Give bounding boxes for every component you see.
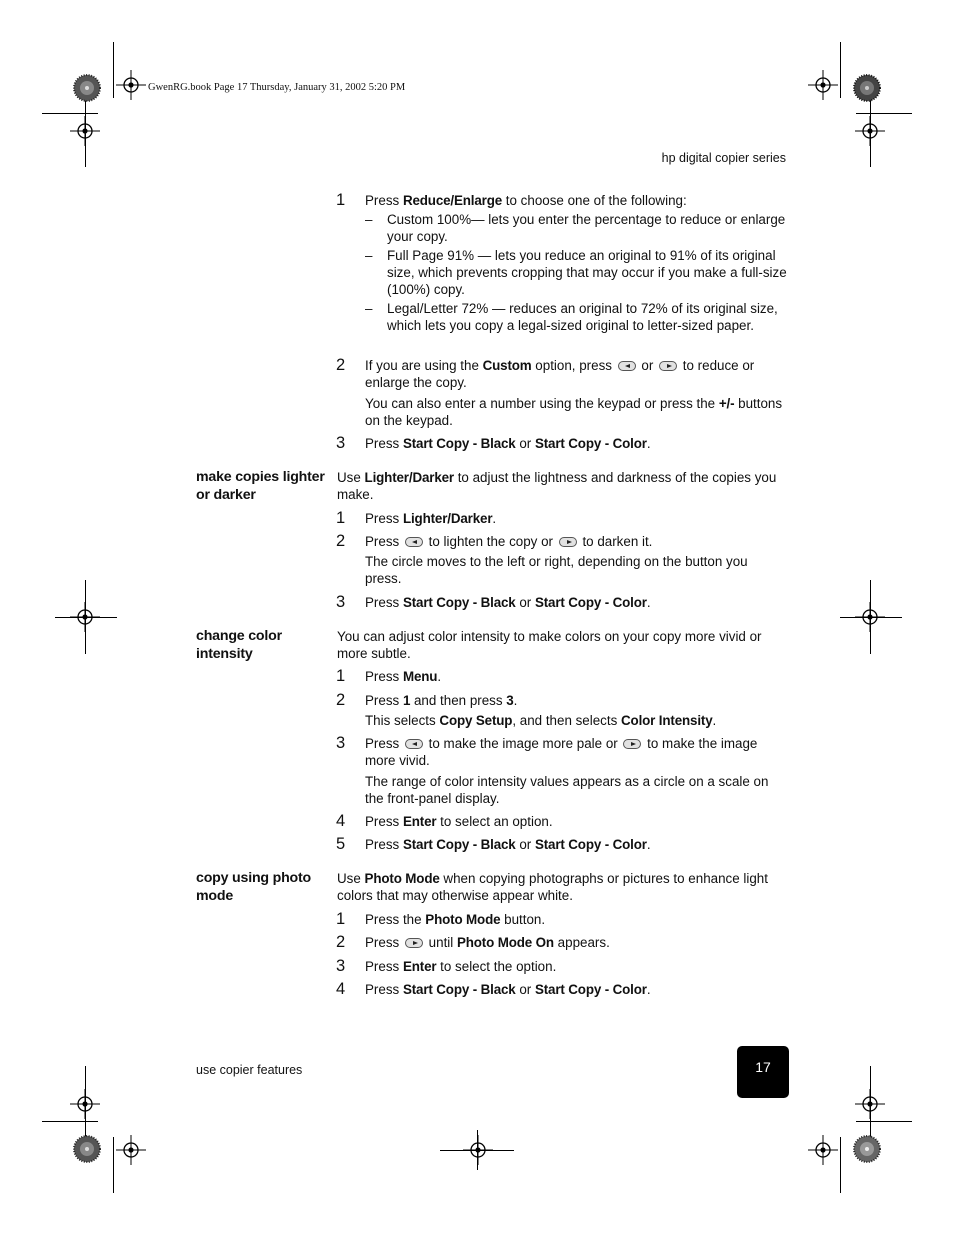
step-number: 1: [336, 667, 346, 685]
right-arrow-button-icon: [405, 938, 423, 948]
print-slug: GwenRG.book Page 17 Thursday, January 31, 2002 5:20 PM: [148, 82, 406, 93]
step-number: 4: [336, 980, 346, 998]
step-text: Press Start Copy - Black or Start Copy - Color.: [365, 982, 651, 997]
step-note: This selects Copy Setup, and then selects Color Intensity.: [365, 713, 717, 728]
right-arrow-button-icon: [659, 361, 677, 371]
option-text: Custom 100%— lets you enter the percentage to reduce or enlarge your copy.: [387, 212, 786, 245]
step-text: Press Reduce/Enlarge to choose one of the following:: [365, 193, 687, 208]
section-heading: copy using photo mode: [196, 870, 312, 904]
step-text: Press to lighten the copy or to darken it.: [365, 534, 653, 549]
section-intro: You can adjust color intensity to make colors on your copy more vivid or more subtle.: [337, 629, 762, 662]
right-arrow-button-icon: [559, 537, 577, 547]
registration-mark-icon: [116, 1135, 146, 1165]
starburst-mark-icon: [853, 1135, 881, 1168]
step-number: 2: [336, 532, 346, 550]
step-text: If you are using the Custom option, press or to reduce or enlarge the copy.: [365, 358, 755, 391]
bullet-dash: –: [365, 212, 373, 227]
step-text: Press Start Copy - Black or Start Copy - Color.: [365, 436, 651, 451]
step-number: 2: [336, 356, 346, 374]
step-note: You can also enter a number using the keypad or press the +/- buttons on the keypad.: [365, 396, 783, 429]
right-arrow-button-icon: [623, 739, 641, 749]
left-arrow-button-icon: [405, 739, 423, 749]
step-number: 3: [336, 593, 346, 611]
step-text: Press Enter to select the option.: [365, 959, 557, 974]
section-heading: make copies lighter or darker: [196, 469, 325, 503]
step-text: Press Menu.: [365, 669, 442, 684]
step-note: The circle moves to the left or right, depending on the button you press.: [365, 554, 748, 587]
starburst-mark-icon: [73, 74, 101, 107]
section-intro: Use Lighter/Darker to adjust the lightness and darkness of the copies you make.: [337, 470, 777, 503]
step-text: Press 1 and then press 3.: [365, 693, 518, 708]
step-text: Press Start Copy - Black or Start Copy - Color.: [365, 595, 651, 610]
option-text: Legal/Letter 72% — reduces an original to 72% of its original size, which lets you copy a legal-sized original to letter-sized paper.: [387, 301, 778, 334]
running-header: hp digital copier series: [661, 151, 786, 165]
bullet-dash: –: [365, 248, 373, 263]
step-number: 1: [336, 191, 346, 209]
step-number: 5: [336, 835, 346, 853]
registration-mark-icon: [808, 1135, 838, 1165]
left-arrow-button-icon: [405, 537, 423, 547]
section-heading: change color intensity: [196, 628, 282, 662]
starburst-mark-icon: [853, 74, 881, 107]
step-text: Press until Photo Mode On appears.: [365, 935, 610, 950]
registration-mark-icon: [808, 70, 838, 100]
left-arrow-button-icon: [618, 361, 636, 371]
step-number: 2: [336, 933, 346, 951]
step-number: 1: [336, 910, 346, 928]
bullet-dash: –: [365, 301, 373, 316]
option-text: Full Page 91% — lets you reduce an original to 91% of its original size, which prevents cropping that may occur if you make a full-size (100%) copy.: [387, 248, 787, 298]
step-text: Press Start Copy - Black or Start Copy - Color.: [365, 837, 651, 852]
step-number: 3: [336, 734, 346, 752]
step-number: 1: [336, 509, 346, 527]
step-text: Press the Photo Mode button.: [365, 912, 546, 927]
page-number-tab: [737, 1046, 789, 1098]
section-intro: Use Photo Mode when copying photographs or pictures to enhance light colors that may otherwise appear white.: [337, 871, 768, 904]
step-number: 3: [336, 957, 346, 975]
footer-section-title: use copier features: [196, 1063, 303, 1077]
step-text: Press to make the image more pale or to make the image more vivid.: [365, 736, 758, 769]
step-note: The range of color intensity values appears as a circle on a scale on the front-panel display.: [365, 774, 769, 807]
step-text: Press Enter to select an option.: [365, 814, 553, 829]
registration-mark-icon: [116, 70, 146, 100]
starburst-mark-icon: [73, 1135, 101, 1168]
step-number: 3: [336, 434, 346, 452]
page-number: 17: [755, 1059, 771, 1075]
step-number: 2: [336, 691, 346, 709]
step-number: 4: [336, 812, 346, 830]
step-text: Press Lighter/Darker.: [365, 511, 497, 526]
